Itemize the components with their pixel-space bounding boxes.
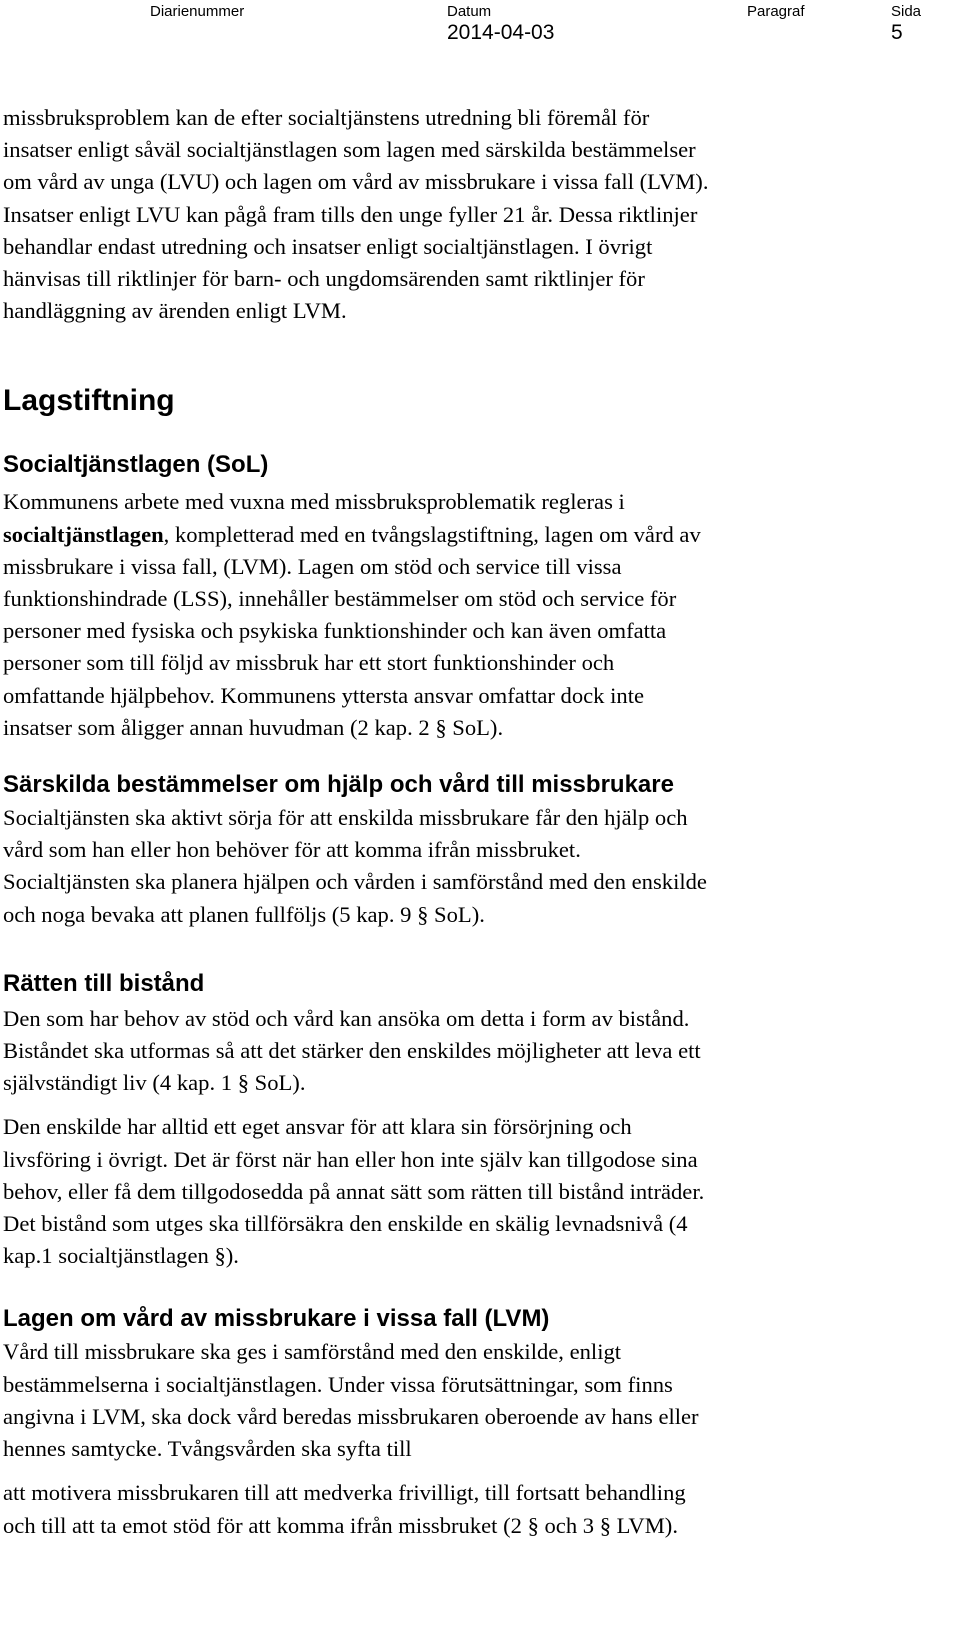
text-fragment: , kompletterad med en tvångslagstiftning, lagen om vård av: [163, 521, 701, 547]
text-line: att motivera missbrukaren till att medverka frivilligt, till fortsatt behandling: [3, 1480, 686, 1506]
ratten-paragraph-1: [3, 1003, 953, 1100]
text-line: behandlar endast utredning och insatser enligt socialtjänstlagen. I övrigt: [3, 233, 653, 259]
text-line: Socialtjänsten ska aktivt sörja för att enskilda missbrukare får den hjälp och: [3, 805, 688, 831]
document-body: [3, 102, 953, 1542]
text-line: personer med fysiska och psykiska funktionshinder och kan även omfatta: [3, 618, 667, 644]
text-line: funktionshindrade (LSS), innehåller bestämmelser om stöd och service för: [3, 586, 677, 612]
text-line: missbrukare i vissa fall, (LVM). Lagen om stöd och service till vissa: [3, 553, 622, 579]
subheading-ratten: Rätten till bistånd: [3, 969, 205, 997]
paragraf-label: Paragraf: [747, 3, 805, 20]
document-header: [0, 0, 960, 60]
text-line: hennes samtycke. Tvångsvården ska syfta till: [3, 1436, 412, 1462]
sol-paragraph: [3, 486, 953, 744]
text-line: angivna i LVM, ska dock vård beredas missbrukaren oberoende av hans eller: [3, 1403, 699, 1429]
sarskilda-paragraph: [3, 802, 953, 931]
text-line: [3, 519, 953, 551]
diarienummer-label: Diarienummer: [150, 3, 245, 20]
page-number: 5: [891, 21, 903, 44]
text-line: kap.1 socialtjänstlagen §).: [3, 1243, 239, 1269]
ratten-paragraph-2: [3, 1111, 953, 1272]
text-line: missbruksproblem kan de efter socialtjänstens utredning bli föremål för: [3, 105, 650, 130]
text-line: Biståndet ska utformas så att det stärker den enskildes möjligheter att leva ett: [3, 1038, 701, 1064]
subheading-lvm: Lagen om vård av missbrukare i vissa fall (LVM): [3, 1305, 550, 1333]
datum-value: 2014-04-03: [447, 21, 555, 44]
text-line: Den enskilde har alltid ett eget ansvar för att klara sin försörjning och: [3, 1114, 632, 1140]
text-line: och till att ta emot stöd för att komma ifrån missbruket (2 § och 3 § LVM).: [3, 1512, 678, 1538]
text-line: Insatser enligt LVU kan pågå fram tills den unge fyller 21 år. Dessa riktlinjer: [3, 201, 698, 227]
subheading-sarskilda: Särskilda bestämmelser om hjälp och vård till missbrukare: [3, 771, 674, 799]
intro-paragraph: [3, 102, 953, 327]
text-line: insatser enligt såväl socialtjänstlagen som lagen med särskilda bestämmelser: [3, 137, 696, 163]
text-line: Vård till missbrukare ska ges i samförstånd med den enskilde, enligt: [3, 1339, 622, 1365]
text-line: självständigt liv (4 kap. 1 § SoL).: [3, 1070, 306, 1096]
section-heading-lagstiftning: Lagstiftning: [3, 384, 175, 418]
text-line: Kommunens arbete med vuxna med missbruksproblematik regleras i: [3, 489, 625, 515]
text-line: insatser som åligger annan huvudman (2 kap. 2 § SoL).: [3, 714, 504, 740]
bold-term: socialtjänstlagen: [3, 521, 164, 547]
lvm-paragraph-2: [3, 1477, 953, 1541]
text-line: Det bistånd som utges ska tillförsäkra den enskilde en skälig levnadsnivå (4: [3, 1211, 688, 1237]
subheading-sol: Socialtjänstlagen (SoL): [3, 451, 269, 479]
text-line: personer som till följd av missbruk har ett stort funktionshinder och: [3, 650, 615, 676]
sida-label: Sida: [891, 3, 922, 20]
text-line: och noga bevaka att planen fullföljs (5 kap. 9 § SoL).: [3, 901, 485, 927]
text-line: Socialtjänsten ska planera hjälpen och vården i samförstånd med den enskilde: [3, 869, 707, 895]
lvm-paragraph-1: [3, 1336, 953, 1465]
text-line: omfattande hjälpbehov. Kommunens yttersta ansvar omfattar dock inte: [3, 682, 645, 708]
text-line: hänvisas till riktlinjer för barn- och ungdomsärenden samt riktlinjer för: [3, 266, 645, 292]
text-line: livsföring i övrigt. Det är först när han eller hon inte själv kan tillgodose sina: [3, 1146, 698, 1172]
text-line: bestämmelserna i socialtjänstlagen. Under vissa förutsättningar, som finns: [3, 1371, 673, 1397]
text-line: behov, eller få dem tillgodosedda på annat sätt som rätten till bistånd inträder.: [3, 1178, 705, 1204]
text-line: handläggning av ärenden enligt LVM.: [3, 298, 347, 324]
text-line: om vård av unga (LVU) och lagen om vård av missbrukare i vissa fall (LVM).: [3, 169, 709, 195]
text-line: Den som har behov av stöd och vård kan ansöka om detta i form av bistånd.: [3, 1005, 690, 1031]
text-line: vård som han eller hon behöver för att komma ifrån missbruket.: [3, 837, 581, 863]
datum-label: Datum: [447, 3, 492, 20]
